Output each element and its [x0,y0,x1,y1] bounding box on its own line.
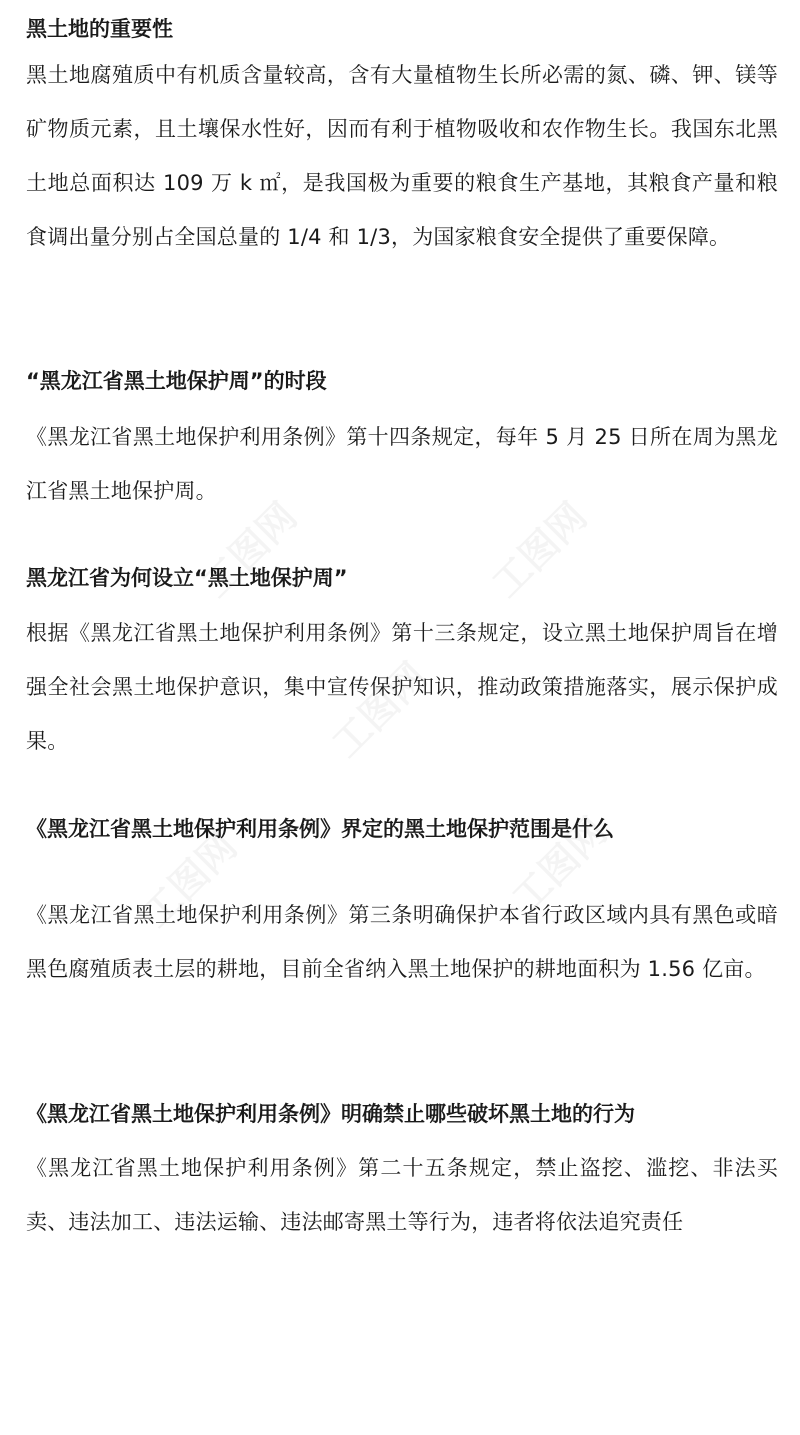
section-heading: 《黑龙江省黑土地保护利用条例》明确禁止哪些破坏黑土地的行为 [26,1102,635,1126]
section-body: 根据《黑龙江省黑土地保护利用条例》第十三条规定，设立黑土地保护周旨在增强全社会黑土地保护意识，集中宣传保护知识，推动政策措施落实，展示保护成果。 [26,621,778,753]
section-heading: 黑土地的重要性 [26,17,173,41]
section-heading: 黑龙江省为何设立“黑土地保护周” [26,566,348,590]
section-body: 黑土地腐殖质中有机质含量较高，含有大量植物生长所必需的氮、磷、钾、镁等矿物质元素，且土壤保水性好，因而有利于植物吸收和农作物生长。我国东北黑土地总面积达 109 万 k ㎡，是我国极为重要的粮食生产基地，其粮食产量和粮食调出量分别占全国总量的 1/4 和 1/3，为国家粮食安全提供了重要保障。 [26,63,778,249]
section-body: 《黑龙江省黑土地保护利用条例》第三条明确保护本省行政区域内具有黑色或暗黑色腐殖质表土层的耕地，目前全省纳入黑土地保护的耕地面积为 1.56 亿亩。 [26,903,778,981]
section-heading: “黑龙江省黑土地保护周”的时段 [26,369,327,393]
section-body: 《黑龙江省黑土地保护利用条例》第十四条规定，每年 5 月 25 日所在周为黑龙江省黑土地保护周。 [26,425,778,503]
section-body: 《黑龙江省黑土地保护利用条例》第二十五条规定，禁止盗挖、滥挖、非法买卖、违法加工、违法运输、违法邮寄黑土等行为，违者将依法追究责任 [26,1156,778,1234]
section-heading: 《黑龙江省黑土地保护利用条例》界定的黑土地保护范围是什么 [26,817,614,841]
